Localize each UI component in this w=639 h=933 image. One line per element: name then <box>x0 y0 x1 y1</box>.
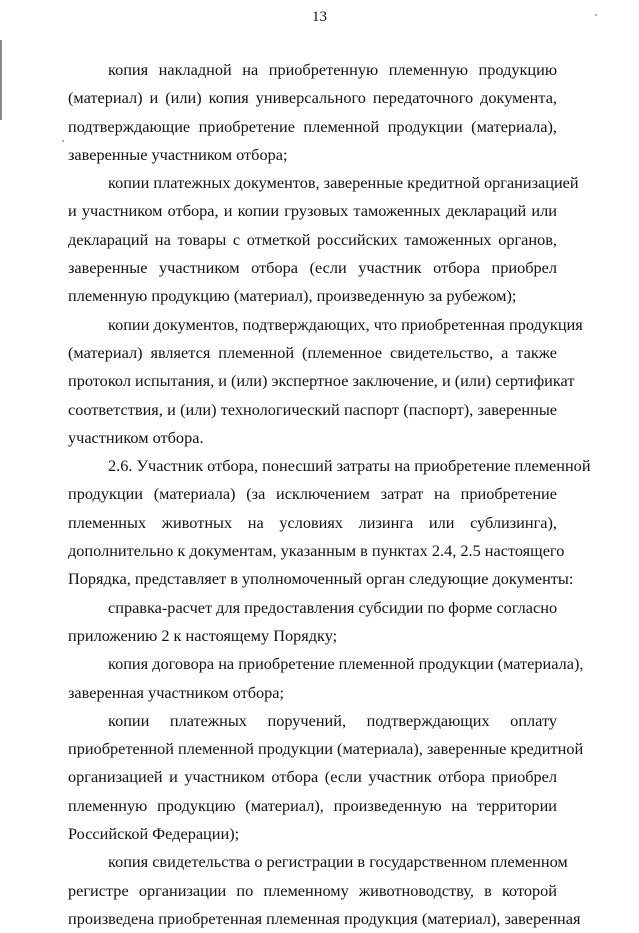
text-line: копии документов, подтверждающих, что приобретенная продукция <box>108 314 583 334</box>
text-line: приобретенной племенной продукции (материала), заверенные кредитной <box>68 739 584 759</box>
paragraph <box>68 169 579 310</box>
text-line: деклараций на товары с отметкой российских таможенных органов, <box>68 229 557 249</box>
text-line: организацией и участником отбора (если участник отбора приобрел <box>68 767 557 787</box>
text-line: заверенные участником отбора (если участник отбора приобрел <box>68 258 557 278</box>
text-line: копия свидетельства о регистрации в государственном племенном <box>108 852 568 872</box>
paragraph <box>68 848 581 933</box>
text-line: племенных животных на условиях лизинга или сублизинга), <box>68 512 557 532</box>
scan-speck <box>62 140 64 142</box>
text-line: подтверждающие приобретение племенной продукции (материала), <box>68 116 557 136</box>
paragraph <box>68 56 557 169</box>
text-line: племенную продукцию (материал), произведенную на территории <box>68 795 557 815</box>
paragraph <box>68 650 584 707</box>
text-line: продукции (материала) (за исключением затрат на приобретение <box>68 484 557 504</box>
text-line: (материал) является племенной (племенное свидетельство, а также <box>68 342 557 362</box>
paragraph <box>68 594 557 651</box>
text-line: копия накладной на приобретенную племенную продукцию <box>108 60 557 79</box>
text-line: произведена приобретенная племенная продукция (материал), заверенная <box>68 908 581 928</box>
text-line: протокол испытания, и (или) экспертное заключение, и (или) сертификат <box>68 371 575 391</box>
text-line: соответствия, и (или) технологический паспорт (паспорт), заверенные <box>68 399 557 419</box>
text-line: справка-расчет для предоставления субсидии по форме согласно <box>108 597 558 617</box>
text-line: копия договора на приобретение племенной продукции (материала), <box>108 654 584 674</box>
text-line: копии платежных поручений, подтверждающих оплату <box>108 710 557 730</box>
text-line: копии платежных документов, заверенные кредитной организацией <box>108 173 579 193</box>
text-line: Порядка, представляет в уполномоченный орган следующие документы: <box>68 569 574 589</box>
document-body <box>68 56 591 933</box>
text-line: приложению 2 к настоящему Порядку; <box>68 625 338 645</box>
text-line: заверенная участником отбора; <box>68 682 285 702</box>
text-line: 2.6. Участник отбора, понесший затраты на приобретение племенной <box>108 456 591 476</box>
text-line: заверенные участником отбора; <box>68 144 288 164</box>
paragraph <box>68 311 583 452</box>
text-line: (материал) и (или) копия универсального передаточного документа, <box>68 88 557 108</box>
text-line: Российской Федерации); <box>68 824 240 844</box>
text-line: дополнительно к документам, указанным в пунктах 2.4, 2.5 настоящего <box>68 541 565 561</box>
text-line: племенную продукцию (материал), произведенную за рубежом); <box>68 286 517 306</box>
scan-edge <box>0 40 2 120</box>
text-line: участником отбора. <box>68 427 204 447</box>
text-line: регистре организации по племенному животноводству, в которой <box>68 880 557 900</box>
paragraph <box>68 707 584 848</box>
page-number: 13 <box>312 9 327 25</box>
text-line: и участником отбора, и копии грузовых таможенных деклараций или <box>68 201 557 221</box>
paragraph <box>68 452 591 593</box>
